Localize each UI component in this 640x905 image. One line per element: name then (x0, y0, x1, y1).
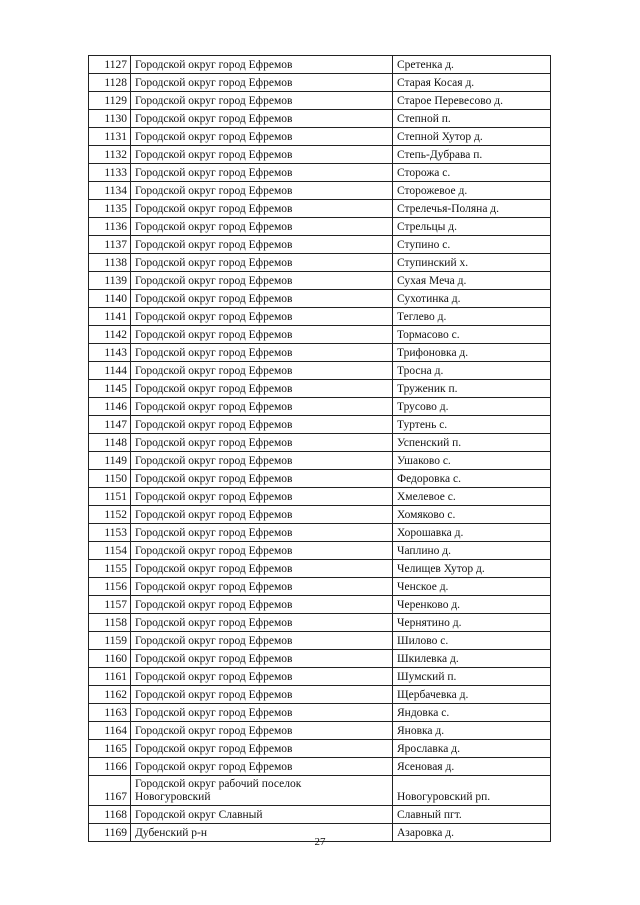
municipality-cell: Городской округ город Ефремов (131, 92, 393, 110)
settlement-cell: Хомяково с. (393, 506, 551, 524)
row-number-cell: 1165 (89, 740, 131, 758)
municipality-cell: Городской округ город Ефремов (131, 74, 393, 92)
row-number-cell: 1155 (89, 560, 131, 578)
table-row (89, 344, 551, 362)
table-row (89, 308, 551, 326)
municipality-cell: Городской округ город Ефремов (131, 560, 393, 578)
table-row (89, 326, 551, 344)
row-number-cell: 1169 (89, 824, 131, 842)
table-row (89, 740, 551, 758)
table-row (89, 614, 551, 632)
row-number-cell: 1137 (89, 236, 131, 254)
row-number-cell: 1134 (89, 182, 131, 200)
row-number-cell: 1140 (89, 290, 131, 308)
row-number-cell: 1148 (89, 434, 131, 452)
row-number-cell: 1133 (89, 164, 131, 182)
settlement-cell: Ярославка д. (393, 740, 551, 758)
table-row (89, 398, 551, 416)
table-row (89, 578, 551, 596)
settlement-cell: Новогуровский рп. (393, 776, 551, 806)
row-number-cell: 1128 (89, 74, 131, 92)
table-row (89, 164, 551, 182)
municipality-cell: Городской округ город Ефремов (131, 146, 393, 164)
settlement-cell: Ясеновая д. (393, 758, 551, 776)
settlement-cell: Сторожевое д. (393, 182, 551, 200)
row-number-cell: 1132 (89, 146, 131, 164)
municipality-cell: Городской округ город Ефремов (131, 668, 393, 686)
settlement-cell: Степной п. (393, 110, 551, 128)
row-number-cell: 1158 (89, 614, 131, 632)
row-number-cell: 1164 (89, 722, 131, 740)
table-row (89, 596, 551, 614)
row-number-cell: 1141 (89, 308, 131, 326)
settlement-cell: Ступино с. (393, 236, 551, 254)
table-row (89, 704, 551, 722)
settlement-cell: Туртень с. (393, 416, 551, 434)
settlement-cell: Шумский п. (393, 668, 551, 686)
municipality-cell: Городской округ город Ефремов (131, 506, 393, 524)
settlement-cell: Трусово д. (393, 398, 551, 416)
municipality-cell: Городской округ город Ефремов (131, 218, 393, 236)
row-number-cell: 1127 (89, 56, 131, 74)
row-number-cell: 1138 (89, 254, 131, 272)
municipality-cell: Городской округ город Ефремов (131, 110, 393, 128)
settlement-cell: Шилово с. (393, 632, 551, 650)
municipality-cell: Городской округ город Ефремов (131, 758, 393, 776)
row-number-cell: 1162 (89, 686, 131, 704)
table-row (89, 182, 551, 200)
settlement-cell: Хорошавка д. (393, 524, 551, 542)
settlement-cell: Чаплино д. (393, 542, 551, 560)
table-row (89, 200, 551, 218)
row-number-cell: 1166 (89, 758, 131, 776)
table-body (89, 56, 551, 842)
municipality-cell: Городской округ Славный (131, 806, 393, 824)
settlement-cell: Ушаково с. (393, 452, 551, 470)
municipality-cell: Городской округ рабочий поселок Новогуровский (131, 776, 393, 806)
page-number: 27 (314, 836, 326, 848)
row-number-cell: 1139 (89, 272, 131, 290)
municipality-cell: Городской округ город Ефремов (131, 650, 393, 668)
row-number-cell: 1159 (89, 632, 131, 650)
table-row (89, 146, 551, 164)
table-row (89, 488, 551, 506)
municipality-cell: Городской округ город Ефремов (131, 164, 393, 182)
settlement-cell: Хмелевое с. (393, 488, 551, 506)
row-number-cell: 1145 (89, 380, 131, 398)
municipality-cell: Городской округ город Ефремов (131, 452, 393, 470)
municipality-cell: Городской округ город Ефремов (131, 290, 393, 308)
settlement-cell: Яновка д. (393, 722, 551, 740)
settlement-cell: Сухотинка д. (393, 290, 551, 308)
table-row (89, 470, 551, 488)
row-number-cell: 1163 (89, 704, 131, 722)
row-number-cell: 1130 (89, 110, 131, 128)
row-number-cell: 1156 (89, 578, 131, 596)
municipality-cell: Городской округ город Ефремов (131, 308, 393, 326)
municipality-cell: Городской округ город Ефремов (131, 272, 393, 290)
table-row (89, 362, 551, 380)
settlement-cell: Труженик п. (393, 380, 551, 398)
municipality-cell: Городской округ город Ефремов (131, 416, 393, 434)
row-number-cell: 1146 (89, 398, 131, 416)
settlement-cell: Старое Перевесово д. (393, 92, 551, 110)
table-row (89, 776, 551, 806)
row-number-cell: 1149 (89, 452, 131, 470)
table-row (89, 506, 551, 524)
municipality-cell: Городской округ город Ефремов (131, 362, 393, 380)
table-row (89, 416, 551, 434)
municipality-cell: Городской округ город Ефремов (131, 740, 393, 758)
settlement-cell: Стрелечья-Поляна д. (393, 200, 551, 218)
table-row (89, 434, 551, 452)
settlement-cell: Тросна д. (393, 362, 551, 380)
settlement-cell: Ченское д. (393, 578, 551, 596)
settlement-cell: Сторожа с. (393, 164, 551, 182)
table-row (89, 722, 551, 740)
settlement-cell: Трифоновка д. (393, 344, 551, 362)
row-number-cell: 1135 (89, 200, 131, 218)
settlement-cell: Стрельцы д. (393, 218, 551, 236)
settlement-cell: Теглево д. (393, 308, 551, 326)
table-row (89, 74, 551, 92)
settlement-cell: Старая Косая д. (393, 74, 551, 92)
row-number-cell: 1161 (89, 668, 131, 686)
settlement-cell: Федоровка с. (393, 470, 551, 488)
row-number-cell: 1160 (89, 650, 131, 668)
row-number-cell: 1153 (89, 524, 131, 542)
settlement-cell: Челищев Хутор д. (393, 560, 551, 578)
table-row (89, 56, 551, 74)
table-row (89, 560, 551, 578)
municipality-cell: Городской округ город Ефремов (131, 326, 393, 344)
municipality-cell: Городской округ город Ефремов (131, 704, 393, 722)
row-number-cell: 1131 (89, 128, 131, 146)
settlement-cell: Степной Хутор д. (393, 128, 551, 146)
municipality-cell: Городской округ город Ефремов (131, 434, 393, 452)
table-row (89, 524, 551, 542)
settlement-cell: Степь-Дубрава п. (393, 146, 551, 164)
settlement-cell: Азаровка д. (393, 824, 551, 842)
settlement-cell: Ступинский х. (393, 254, 551, 272)
municipality-cell: Городской округ город Ефремов (131, 236, 393, 254)
row-number-cell: 1147 (89, 416, 131, 434)
row-number-cell: 1144 (89, 362, 131, 380)
table-row (89, 758, 551, 776)
table-row (89, 806, 551, 824)
settlement-cell: Щербачевка д. (393, 686, 551, 704)
municipality-cell: Городской округ город Ефремов (131, 542, 393, 560)
municipality-cell: Городской округ город Ефремов (131, 488, 393, 506)
settlements-table (88, 55, 551, 842)
table-row (89, 236, 551, 254)
row-number-cell: 1154 (89, 542, 131, 560)
municipality-cell: Городской округ город Ефремов (131, 632, 393, 650)
municipality-cell: Городской округ город Ефремов (131, 200, 393, 218)
settlement-cell: Яндовка с. (393, 704, 551, 722)
settlement-cell: Тормасово с. (393, 326, 551, 344)
table-row (89, 668, 551, 686)
table-row (89, 650, 551, 668)
settlement-cell: Сретенка д. (393, 56, 551, 74)
settlement-cell: Успенский п. (393, 434, 551, 452)
settlement-cell: Чернятино д. (393, 614, 551, 632)
settlement-cell: Шкилевка д. (393, 650, 551, 668)
row-number-cell: 1167 (89, 776, 131, 806)
municipality-cell: Городской округ город Ефремов (131, 254, 393, 272)
table-row (89, 218, 551, 236)
row-number-cell: 1142 (89, 326, 131, 344)
table-row (89, 254, 551, 272)
municipality-cell: Городской округ город Ефремов (131, 722, 393, 740)
municipality-cell: Городской округ город Ефремов (131, 182, 393, 200)
table-row (89, 272, 551, 290)
row-number-cell: 1150 (89, 470, 131, 488)
table-row (89, 452, 551, 470)
table-row (89, 632, 551, 650)
row-number-cell: 1129 (89, 92, 131, 110)
municipality-cell: Городской округ город Ефремов (131, 398, 393, 416)
municipality-cell: Городской округ город Ефремов (131, 380, 393, 398)
row-number-cell: 1136 (89, 218, 131, 236)
municipality-cell: Городской округ город Ефремов (131, 56, 393, 74)
row-number-cell: 1152 (89, 506, 131, 524)
table-row (89, 542, 551, 560)
row-number-cell: 1151 (89, 488, 131, 506)
settlement-cell: Славный пгт. (393, 806, 551, 824)
table-row (89, 380, 551, 398)
municipality-cell: Дубенский р-н (131, 824, 393, 842)
municipality-cell: Городской округ город Ефремов (131, 470, 393, 488)
table-row (89, 290, 551, 308)
municipality-cell: Городской округ город Ефремов (131, 128, 393, 146)
municipality-cell: Городской округ город Ефремов (131, 686, 393, 704)
municipality-cell: Городской округ город Ефремов (131, 344, 393, 362)
table-row (89, 686, 551, 704)
row-number-cell: 1157 (89, 596, 131, 614)
table-row (89, 92, 551, 110)
municipality-cell: Городской округ город Ефремов (131, 524, 393, 542)
table-row (89, 128, 551, 146)
table-row (89, 110, 551, 128)
municipality-cell: Городской округ город Ефремов (131, 614, 393, 632)
municipality-cell: Городской округ город Ефремов (131, 596, 393, 614)
municipality-cell: Городской округ город Ефремов (131, 578, 393, 596)
settlement-cell: Сухая Меча д. (393, 272, 551, 290)
row-number-cell: 1168 (89, 806, 131, 824)
row-number-cell: 1143 (89, 344, 131, 362)
settlement-cell: Черенково д. (393, 596, 551, 614)
